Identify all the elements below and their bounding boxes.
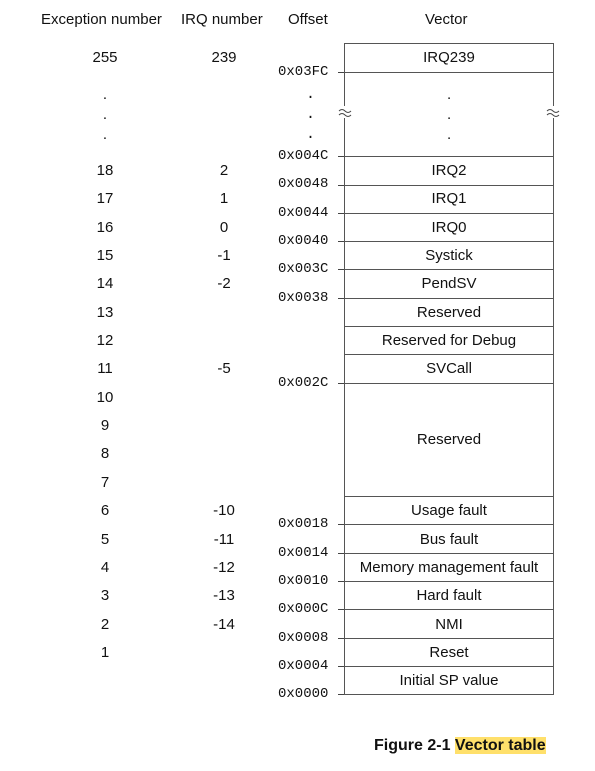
vector-label: Reserved xyxy=(416,304,482,321)
exception-number: 1 xyxy=(100,644,110,661)
vector-label: NMI xyxy=(435,616,463,633)
vector-label: Reset xyxy=(429,644,469,661)
irq-number: -12 xyxy=(213,559,235,576)
irq-number: -13 xyxy=(213,587,235,604)
exception-ellipsis-dot: . xyxy=(102,86,108,103)
exception-number: 14 xyxy=(96,275,114,292)
vector-label: IRQ2 xyxy=(431,162,467,179)
offset-label: 0x0048 xyxy=(278,176,329,192)
exception-number: 255 xyxy=(92,49,118,66)
exception-number: 8 xyxy=(100,445,110,462)
exception-number: 3 xyxy=(100,587,110,604)
offset-label: 0x0014 xyxy=(278,545,329,561)
offset-label: 0x003C xyxy=(278,261,329,277)
vector-label: IRQ0 xyxy=(431,219,467,236)
offset-label: 0x0000 xyxy=(278,686,329,702)
vector-label: IRQ239 xyxy=(423,49,475,66)
exception-ellipsis-dot: . xyxy=(102,126,108,143)
offset-label: 0x004C xyxy=(278,148,329,164)
exception-number: 16 xyxy=(96,219,114,236)
caption-prefix: Figure 2-1 xyxy=(374,737,455,754)
vector-label: Reserved xyxy=(416,431,482,448)
exception-number: 15 xyxy=(96,247,114,264)
exception-number: 17 xyxy=(96,190,114,207)
offset-label: 0x0018 xyxy=(278,516,329,532)
exception-number: 9 xyxy=(100,417,110,434)
break-mark-left-icon xyxy=(336,104,352,120)
vector-label: Memory management fault xyxy=(359,559,539,576)
vector-ellipsis-dot: . xyxy=(447,106,452,123)
offset-ellipsis-dot: . xyxy=(306,106,316,123)
header-exception-number: Exception number xyxy=(41,11,162,28)
exception-number: 7 xyxy=(100,474,110,491)
exception-number: 2 xyxy=(100,616,110,633)
vector-label: Usage fault xyxy=(411,502,487,519)
exception-number: 10 xyxy=(96,389,114,406)
header-irq-number: IRQ number xyxy=(181,11,263,28)
exception-number: 5 xyxy=(100,531,110,548)
exception-number: 18 xyxy=(96,162,114,179)
vector-label: Bus fault xyxy=(419,531,479,548)
vector-label: PendSV xyxy=(421,275,477,292)
offset-label: 0x000C xyxy=(278,601,329,617)
vector-label: IRQ1 xyxy=(431,190,467,207)
irq-number: 1 xyxy=(219,190,229,207)
offset-label: 0x0008 xyxy=(278,630,329,646)
irq-number: 239 xyxy=(211,49,237,66)
vector-label: Reserved for Debug xyxy=(381,332,517,349)
vector-label: SVCall xyxy=(426,360,472,377)
irq-number: 0 xyxy=(219,219,229,236)
irq-number: -10 xyxy=(213,502,235,519)
offset-ellipsis-dot: . xyxy=(306,126,316,143)
exception-number: 13 xyxy=(96,304,114,321)
offset-ellipsis-dot: . xyxy=(306,86,316,103)
irq-number: -11 xyxy=(213,531,235,548)
header-offset: Offset xyxy=(288,11,328,28)
exception-number: 11 xyxy=(97,360,113,377)
offset-label: 0x0004 xyxy=(278,658,329,674)
exception-ellipsis-dot: . xyxy=(102,106,108,123)
irq-number: -1 xyxy=(217,247,231,264)
irq-number: -5 xyxy=(217,360,231,377)
offset-label: 0x0040 xyxy=(278,233,329,249)
vector-label: Systick xyxy=(425,247,473,264)
offset-label: 0x03FC xyxy=(278,64,329,80)
exception-number: 12 xyxy=(96,332,114,349)
irq-number: 2 xyxy=(219,162,229,179)
vector-label: Hard fault xyxy=(416,587,482,604)
break-mark-right-icon xyxy=(546,104,562,120)
header-vector: Vector xyxy=(425,11,468,28)
caption-highlight: Vector table xyxy=(454,737,546,754)
vector-ellipsis-dot: . xyxy=(447,86,452,103)
figure-caption xyxy=(374,737,546,755)
offset-label: 0x002C xyxy=(278,375,329,391)
exception-number: 6 xyxy=(100,502,110,519)
offset-label: 0x0038 xyxy=(278,290,329,306)
offset-label: 0x0010 xyxy=(278,573,329,589)
exception-number: 4 xyxy=(100,559,110,576)
offset-label: 0x0044 xyxy=(278,205,329,221)
irq-number: -2 xyxy=(217,275,231,292)
vector-ellipsis-dot: . xyxy=(447,126,452,143)
vector-label: Initial SP value xyxy=(399,672,499,689)
irq-number: -14 xyxy=(213,616,235,633)
